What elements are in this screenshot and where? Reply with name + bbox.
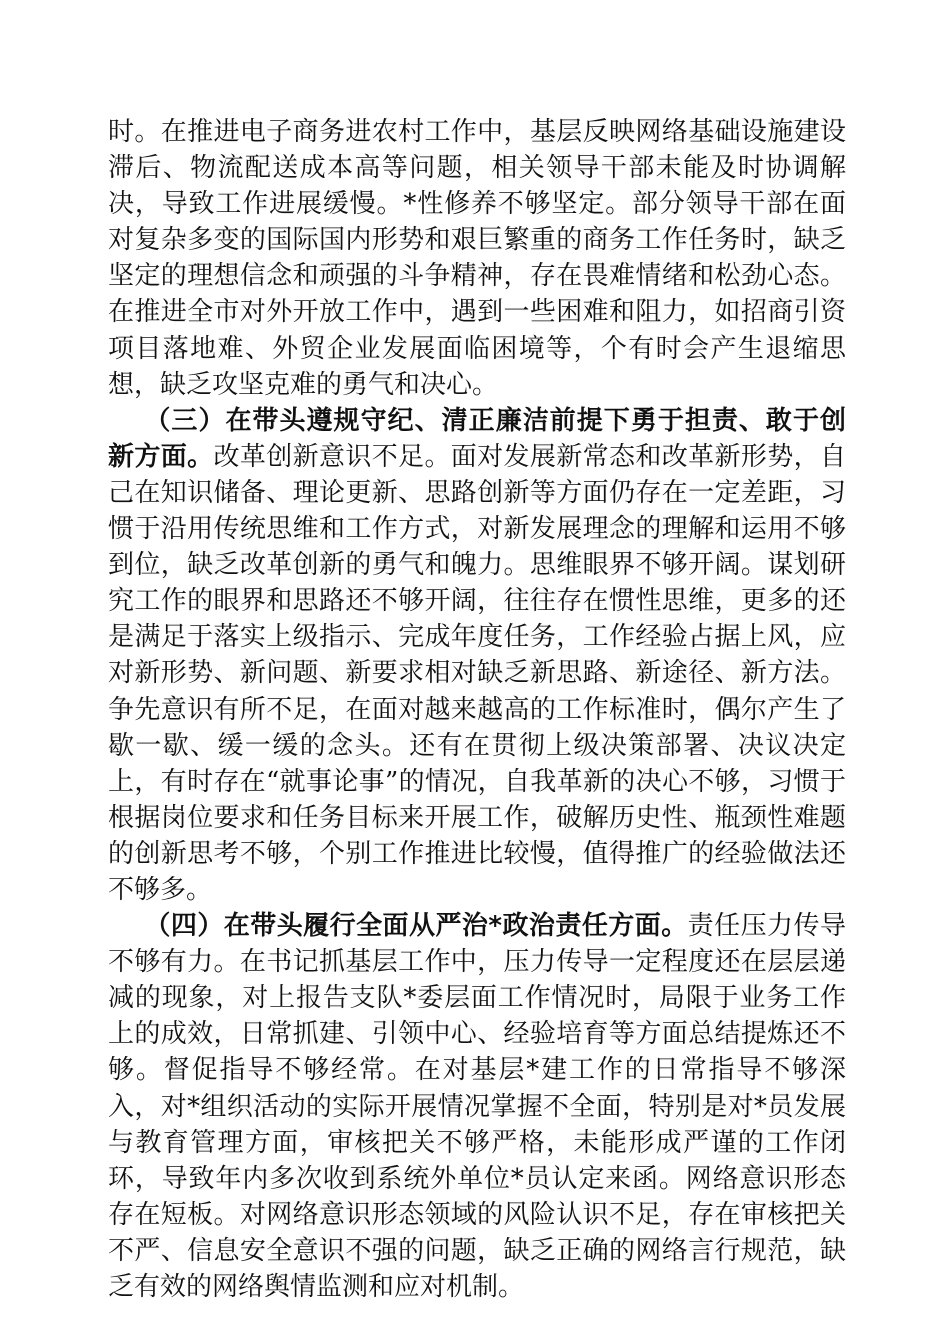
- paragraph-text: 改革创新意识不足。面对发展新常态和改革新形势，自己在知识储备、理论更新、思路创新等方面仍存在一定差距，习惯于沿用传统思维和工作方式，对新发展理念的理解和运用不够到位，缺乏改革创新的勇气和魄力。思维眼界不够开阔。谋划研究工作的眼界和思路还不够开阔，往往存在惯性思维，更多的还是满足于落实上级指示、完成年度任务，工作经验占据上风，应对新形势、新问题、新要求相对缺乏新思路、新途径、新方法。争先意识有所不足，在面对越来越高的工作标准时，偶尔产生了歇一歇、缓一缓的念头。还有在贯彻上级决策部署、决议决定上，有时存在“就事论事”的情况，自我革新的决心不够，习惯于根据岗位要求和任务目标来开展工作，破解历史性、瓶颈性难题的创新思考不够，个别工作推进比较慢，值得推广的经验做法还不够多。: [108, 441, 846, 905]
- section-heading: （四）在带头履行全面从严治*政治责任方面。: [144, 911, 688, 942]
- paragraph-text: 时。在推进电子商务进农村工作中，基层反映网络基础设施建设滞后、物流配送成本高等问题，相关领导干部未能及时协调解决，导致工作进展缓慢。*性修养不够坚定。部分领导干部在面对复杂多变的国际国内形势和艰巨繁重的商务工作任务时，缺乏坚定的理想信念和顽强的斗争精神，存在畏难情绪和松劲心态。在推进全市对外开放工作中，遇到一些困难和阻力，如招商引资项目落地难、外贸企业发展面临困境等，个有时会产生退缩思想，缺乏攻坚克难的勇气和决心。: [108, 117, 846, 400]
- paragraph-text: 责任压力传导不够有力。在书记抓基层工作中，压力传导一定程度还在层层递减的现象，对上报告支队*委层面工作情况时，局限于业务工作上的成效，日常抓建、引领中心、经验培育等方面总结提炼还不够。督促指导不够经常。在对基层*建工作的日常指导不够深入，对*组织活动的实际开展情况掌握不全面，特别是对*员发展与教育管理方面，审核把关不够严格，未能形成严谨的工作闭环，导致年内多次收到系统外单位*员认定来函。网络意识形态存在短板。对网络意识形态领域的风险认识不足，存在审核把关不严、信息安全意识不强的问题，缺乏正确的网络言行规范，缺乏有效的网络舆情监测和应对机制。: [108, 911, 846, 1302]
- section-heading: （三）在带头遵规守纪、清正廉洁前提下勇于担责、敢于创新方面。: [108, 405, 846, 472]
- paragraph-section-four: [108, 908, 846, 1305]
- paragraph-section-three: [108, 403, 846, 908]
- document-body: [108, 114, 846, 1305]
- paragraph-continuation: [108, 114, 846, 403]
